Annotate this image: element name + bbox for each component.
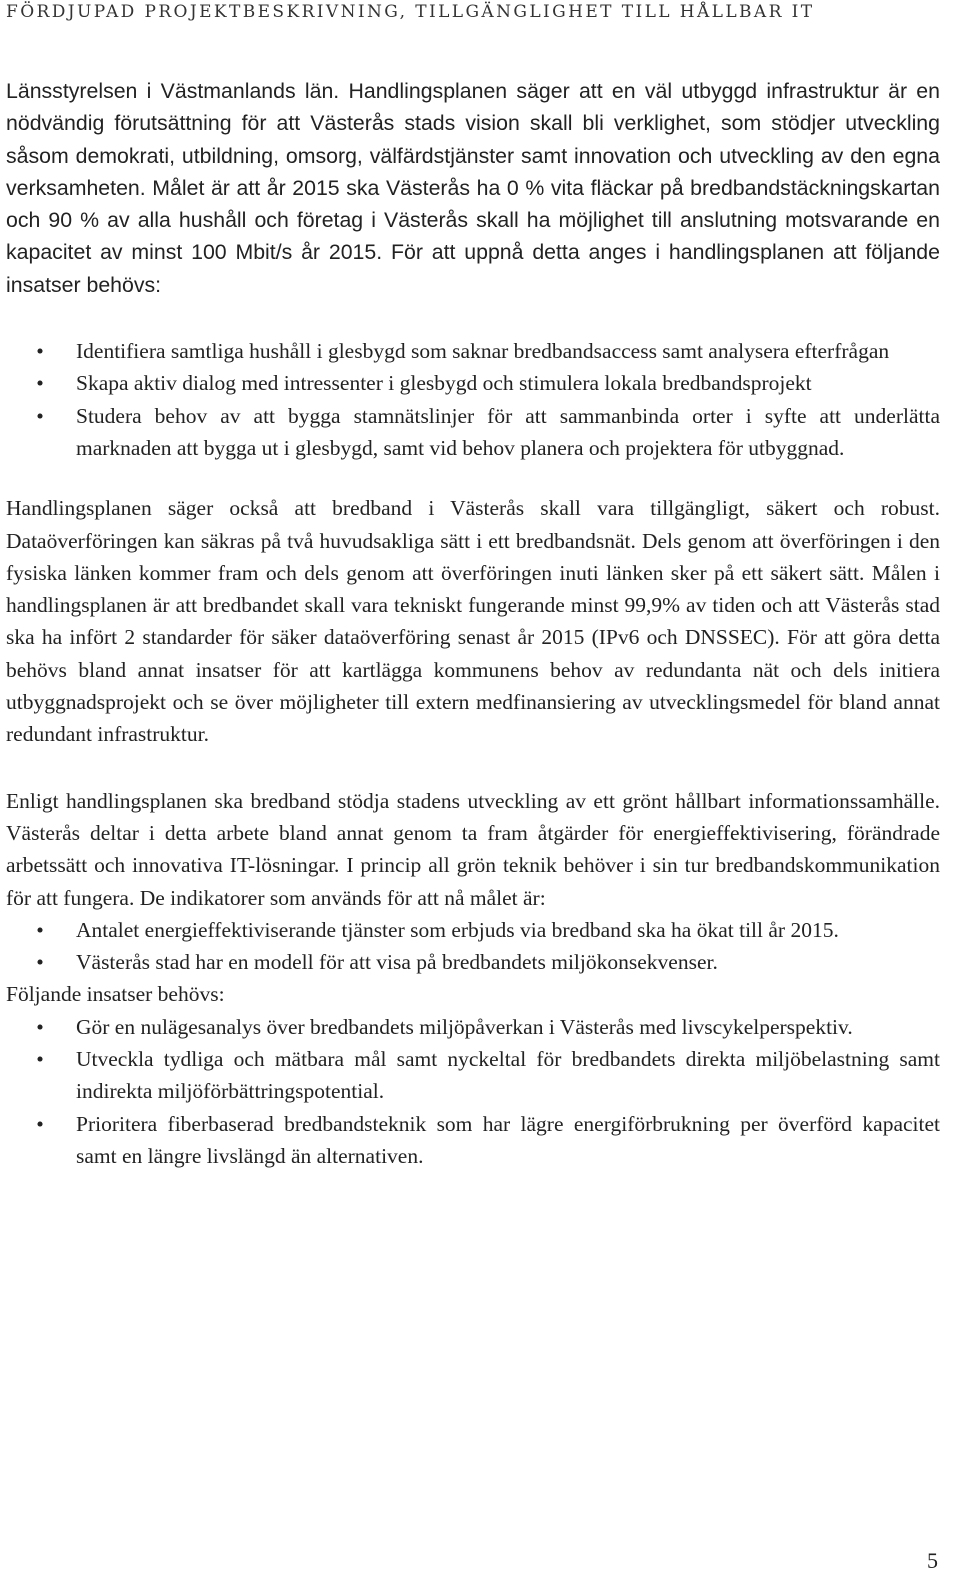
- list-item-text: Skapa aktiv dialog med intressenter i glesbygd och stimulera lokala bredbandsprojekt: [76, 371, 812, 396]
- list-item-text: Antalet energieffektiviserande tjänster som erbjuds via bredband ska ha ökat till år 2015.: [76, 917, 839, 942]
- list-item-text: Prioritera fiberbaserad bredbandsteknik som har lägre energiförbrukning per överförd kapacitet samt en längre livslängd än alternativen.: [76, 1111, 940, 1168]
- bullet-icon: •: [36, 917, 44, 942]
- list-item: [6, 1011, 940, 1043]
- list-item: [6, 367, 940, 399]
- list-item-text: Identifiera samtliga hushåll i glesbygd som saknar bredbandsaccess samt analysera efterfrågan: [76, 339, 890, 364]
- paragraph-broadband-vision: [6, 75, 940, 301]
- list-item: [6, 1043, 940, 1108]
- paragraph-text: Länsstyrelsen i Västmanlands län. Handlingsplanen säger att en väl utbyggd infrastruktur är en nödvändig förutsättning för att Västerås stads vision skall bli verklighet, som stödjer utveckling såsom demokrati, utbildning, omsorg, välfärdstjänster samt innovation och utveckling av den egna verksamheten.: [6, 79, 940, 200]
- paragraph-needed-actions: Följande insatser behövs:: [6, 982, 225, 1007]
- actions-list: [6, 1011, 940, 1172]
- list-item-text: Utveckla tydliga och mätbara mål samt nyckeltal för bredbandets direkta miljöbelastning samt indirekta miljöförbättringspotential.: [76, 1047, 940, 1104]
- bullet-icon: •: [36, 950, 44, 975]
- list-item: [6, 400, 940, 465]
- paragraph-text: För att uppnå detta anges i handlingsplanen att följande insatser behövs:: [6, 240, 940, 297]
- paragraph-security: Handlingsplanen säger också att bredband i Västerås skall vara tillgängligt, säkert och robust. Dataöverföringen kan säkras på två huvudsakliga sätt i ett bredbandsnät. Dels genom att överföringen i den fysiska länken kommer fram och dels genom att överföringen inuti länken sker på ett säkert sätt. Målen i handlingsplanen är att bredbandet skall vara tekniskt fungerande minst 99,9% av tiden och att Västerås stad ska ha infört 2 standarder för säker dataöverföring senast år 2015 (IPv6 och DNSSEC). För att göra detta behövs bland annat insatser för att kartlägga kommunens behov av redundanta nät och dels initiera utbyggnadsprojekt och se över möjligheter till extern medfinansiering av utvecklingsmedel för bland annat redundant infrastruktur.: [6, 496, 940, 747]
- running-header: FÖRDJUPAD PROJEKTBESKRIVNING, TILLGÄNGLIGHET TILL HÅLLBAR IT: [6, 2, 815, 22]
- list-item: [6, 335, 940, 367]
- bullet-icon: •: [36, 1111, 44, 1136]
- bullet-icon: •: [36, 1014, 44, 1039]
- measures-list: [6, 335, 940, 464]
- list-item: [6, 946, 940, 978]
- list-item: [6, 1108, 940, 1173]
- bullet-icon: •: [36, 1047, 44, 1072]
- paragraph-text: Målet är att år 2015 ska Västerås ha 0 % vita fläckar på bredbandstäckningskartan och 90 % av alla hushåll och företag i Västerås skall ha möjlighet till anslutning motsvarande en kapacitet av minst 100 Mbit/s år 2015.: [6, 175, 940, 265]
- bullet-icon: •: [36, 371, 44, 396]
- list-item-text: Västerås stad har en modell för att visa på bredbandets miljökonsekvenser.: [76, 950, 718, 975]
- page-number: 5: [927, 1548, 938, 1573]
- list-item-text: Gör en nulägesanalys över bredbandets miljöpåverkan i Västerås med livscykelperspektiv.: [76, 1014, 853, 1039]
- document-body: [6, 75, 940, 1172]
- paragraph-green-it: Enligt handlingsplanen ska bredband stödja stadens utveckling av ett grönt hållbart informationssamhälle. Västerås deltar i detta arbete bland annat genom ta fram åtgärder för energieffektivisering, förändrade arbetssätt och innovativa IT-lösningar. I princip all grön teknik behöver i sin tur bredbandskommunikation för att fungera. De indikatorer som används för att nå målet är:: [6, 788, 940, 910]
- bullet-icon: •: [36, 339, 44, 364]
- indicators-list: [6, 914, 940, 979]
- list-item: [6, 914, 940, 946]
- list-item-text: Studera behov av att bygga stamnätslinjer för att sammanbinda orter i syfte att underlätta marknaden att bygga ut i glesbygd, samt vid behov planera och projektera för utbyggnad.: [76, 403, 940, 460]
- bullet-icon: •: [36, 403, 44, 428]
